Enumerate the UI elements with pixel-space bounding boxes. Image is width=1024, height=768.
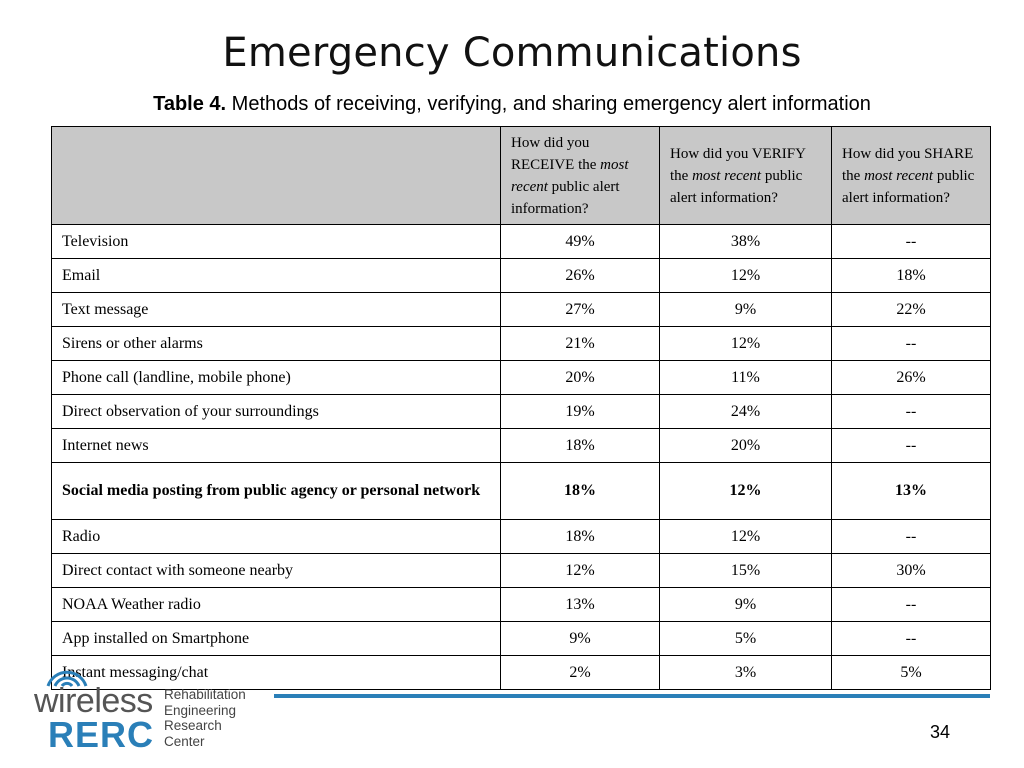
method-cell: App installed on Smartphone (52, 622, 501, 656)
receive-cell: 18% (501, 463, 660, 520)
table-caption-label: Table 4. (153, 93, 227, 115)
page-number: 34 (930, 722, 951, 742)
method-cell: Direct contact with someone nearby (52, 554, 501, 588)
method-cell: Social media posting from public agency or personal network (52, 463, 501, 520)
header-verify-cell: How did you VERIFY the most recent public alert information? (660, 127, 832, 225)
table-row (52, 361, 991, 395)
verify-cell: 9% (660, 293, 832, 327)
table-row (52, 327, 991, 361)
method-cell: Television (52, 225, 501, 259)
logo-wordmark: wireless (34, 682, 153, 720)
method-cell: Instant messaging/chat (52, 656, 501, 690)
method-cell: Direct observation of your surroundings (52, 395, 501, 429)
share-cell: -- (832, 520, 991, 554)
share-cell: -- (832, 327, 991, 361)
table-row (52, 259, 991, 293)
header-receive-cell: How did you RECEIVE the most recent public alert information? (501, 127, 660, 225)
verify-cell: 38% (660, 225, 832, 259)
method-cell: Email (52, 259, 501, 293)
table-row (52, 520, 991, 554)
verify-cell: 15% (660, 554, 832, 588)
verify-cell: 3% (660, 656, 832, 690)
receive-cell: 18% (501, 429, 660, 463)
receive-cell: 12% (501, 554, 660, 588)
receive-cell: 13% (501, 588, 660, 622)
alert-methods-table (51, 126, 991, 690)
logo-acronym: RERC (48, 714, 155, 755)
verify-cell: 11% (660, 361, 832, 395)
receive-cell: 27% (501, 293, 660, 327)
share-cell: 13% (832, 463, 991, 520)
method-cell: NOAA Weather radio (52, 588, 501, 622)
method-cell: Radio (52, 520, 501, 554)
receive-cell: 9% (501, 622, 660, 656)
share-cell: 5% (832, 656, 991, 690)
verify-cell: 12% (660, 520, 832, 554)
share-cell: -- (832, 395, 991, 429)
share-cell: 26% (832, 361, 991, 395)
verify-cell: 24% (660, 395, 832, 429)
receive-cell: 26% (501, 259, 660, 293)
method-cell: Internet news (52, 429, 501, 463)
table-row (52, 429, 991, 463)
receive-cell: 19% (501, 395, 660, 429)
receive-cell: 18% (501, 520, 660, 554)
table-row (52, 395, 991, 429)
table-row (52, 622, 991, 656)
logo-subtitle: Rehabilitation Engineering Research Center (164, 687, 246, 749)
share-cell: 22% (832, 293, 991, 327)
footer-divider (274, 694, 990, 698)
method-cell: Phone call (landline, mobile phone) (52, 361, 501, 395)
table-row (52, 588, 991, 622)
share-cell: -- (832, 429, 991, 463)
header-share-cell: How did you SHARE the most recent public alert information? (832, 127, 991, 225)
table-row (52, 554, 991, 588)
table-row (52, 225, 991, 259)
verify-cell: 9% (660, 588, 832, 622)
share-cell: -- (832, 225, 991, 259)
table-caption-text: Methods of receiving, verifying, and sharing emergency alert information (231, 93, 871, 115)
share-cell: -- (832, 588, 991, 622)
verify-cell: 5% (660, 622, 832, 656)
receive-cell: 2% (501, 656, 660, 690)
method-cell: Sirens or other alarms (52, 327, 501, 361)
verify-cell: 20% (660, 429, 832, 463)
slide-title: Emergency Communications (222, 30, 802, 76)
receive-cell: 49% (501, 225, 660, 259)
verify-cell: 12% (660, 327, 832, 361)
wireless-rerc-logo (30, 660, 270, 755)
verify-cell: 12% (660, 463, 832, 520)
table-caption (0, 93, 1024, 116)
receive-cell: 20% (501, 361, 660, 395)
table-header-row (52, 127, 991, 225)
verify-cell: 12% (660, 259, 832, 293)
receive-cell: 21% (501, 327, 660, 361)
share-cell: 30% (832, 554, 991, 588)
method-cell: Text message (52, 293, 501, 327)
table-row (52, 463, 991, 520)
share-cell: 18% (832, 259, 991, 293)
table-row (52, 293, 991, 327)
header-method-cell (52, 127, 501, 225)
share-cell: -- (832, 622, 991, 656)
